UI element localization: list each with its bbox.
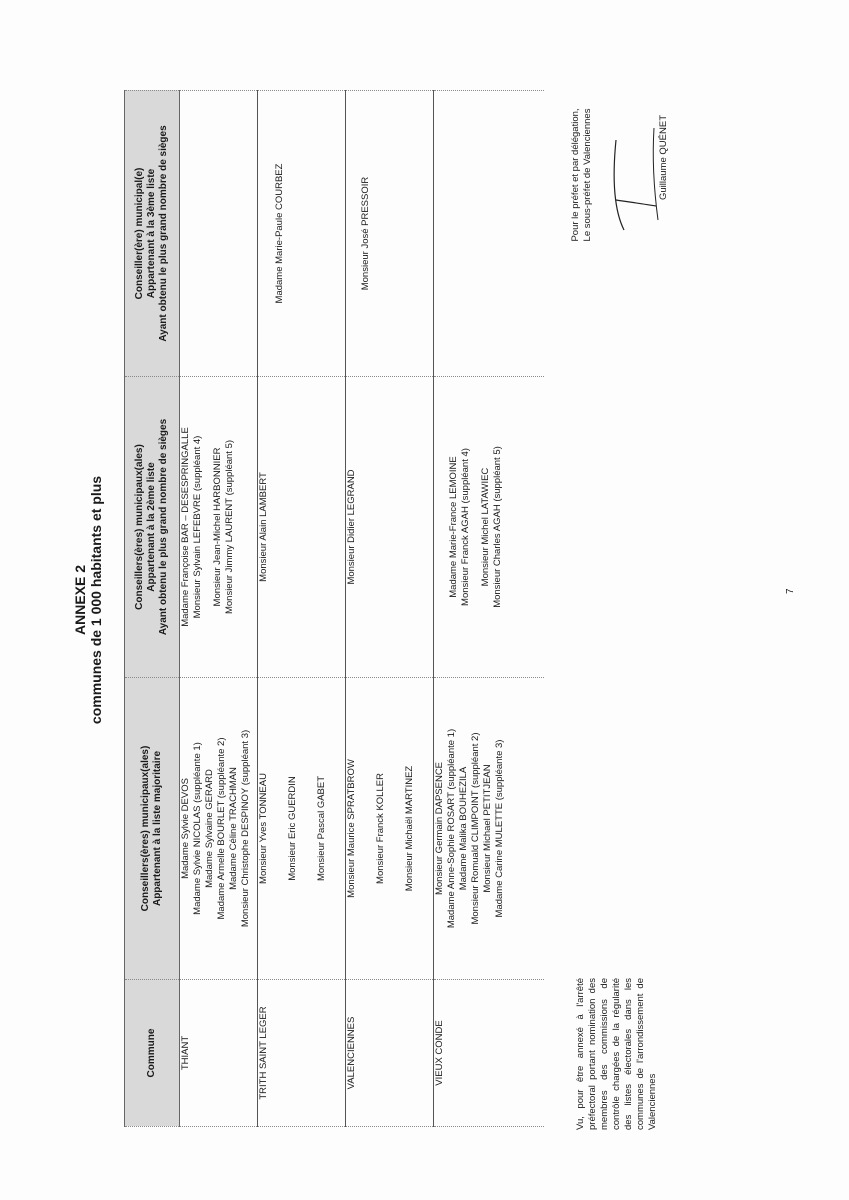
councillor-name: Monsieur Michel LATAWIEC — [480, 467, 491, 587]
councillor-name: Monsieur Germain DAPSENCE — [434, 761, 445, 896]
commune-cell: THIANT — [180, 980, 258, 1127]
handwritten-signature — [594, 120, 664, 240]
councillor-name: Madame Céline TRACHMAN — [228, 767, 239, 890]
councillor-name: Monsieur Maurice SPRATBROW — [346, 759, 357, 898]
table-header-row — [125, 91, 180, 1127]
second-list-cell — [180, 377, 258, 678]
second-list-cell — [258, 377, 346, 678]
councillor-name: Monsieur Romuald CLIMPOINT (suppléant 2) — [470, 732, 481, 925]
councillor-name: Monsieur Eric GUERDIN — [287, 776, 298, 881]
councillor-name: Monsieur Michael PETITJEAN — [482, 764, 493, 893]
councillor-name: Madame Carine MULETTE (suppléante 3) — [494, 739, 505, 918]
third-list-cell — [346, 91, 434, 377]
councillor-name: Monsieur José PRESSOIR — [360, 176, 371, 291]
councillor-name: Madame Sylvie NICOLAS (suppléante 1) — [192, 742, 203, 915]
table-row — [434, 91, 544, 1127]
signature-block — [570, 95, 594, 255]
commune-cell: VIEUX CONDE — [434, 980, 544, 1127]
header-majority-list: Conseillers(ères) municipaux(ales) Appartenant à la liste majoritaire — [125, 678, 180, 980]
councillor-name: Madame Françoise BAR – DESESPRINGALLE — [180, 427, 191, 627]
commune-cell: TRITH SAINT LEGER — [258, 980, 346, 1127]
councillor-name: Monsieur Alain LAMBERT — [258, 472, 269, 582]
councillor-name: Monsieur Christophe DESPINOY (suppléant 3) — [240, 729, 251, 928]
second-list-cell — [346, 377, 434, 678]
councillor-name: Monsieur Jean-Michel HARBONNIER — [212, 447, 223, 607]
majority-cell — [258, 678, 346, 980]
third-list-cell — [434, 91, 544, 377]
councillor-name: Madame Marie-France LEMOINE — [448, 456, 459, 598]
councillors-table — [124, 90, 544, 1127]
councillor-name: Monsieur Didier LEGRAND — [346, 469, 357, 585]
councillor-name: Madame Sylvie DEVOS — [180, 778, 191, 879]
majority-cell — [434, 678, 544, 980]
annex-subtitle: communes de 1 000 habitants et plus — [88, 475, 104, 725]
annex-footnote: Vu, pour être annexé à l'arrêté préfectoral portant nomination des membres des commissions de contrôle chargées de la régularité des listes électorales dans les communes de l'arrondissement de Valenciennes — [575, 978, 658, 1130]
councillor-name: Madame Marie-Paule COURBEZ — [274, 163, 285, 304]
councillor-name: Monsieur Michaël MARTINEZ — [404, 765, 415, 892]
table-row — [180, 91, 258, 1127]
majority-cell — [346, 678, 434, 980]
councillor-name: Monsieur Franck KOLLER — [375, 773, 386, 884]
councillor-name: Madame Sylvaine GERARD — [204, 769, 215, 888]
councillor-name: Madame Malika BOUHEZILA — [458, 766, 469, 891]
councillor-name: Monsieur Yves TONNEAU — [258, 773, 269, 884]
annex-title: ANNEXE 2 — [72, 564, 88, 636]
councillor-name: Madame Anne-Sophie ROSART (suppléante 1) — [446, 728, 457, 929]
third-list-cell — [180, 91, 258, 377]
councillor-name: Monsieur Sylvain LEFEBVRE (suppléant 4) — [192, 435, 203, 619]
councillor-name: Monsieur Jimmy LAURENT (suppléant 5) — [224, 439, 235, 615]
second-list-cell — [434, 377, 544, 678]
table-row — [258, 91, 346, 1127]
signature-line-2: Le sous-préfet de Valenciennes — [582, 108, 593, 242]
councillor-name: Monsieur Charles AGAH (suppléant 5) — [492, 446, 503, 608]
header-commune: Commune — [125, 980, 180, 1127]
majority-cell — [180, 678, 258, 980]
header-second-list: Conseillers(ères) municipaux(ales) Appartenant à la 2ème liste Ayant obtenu le plus grand nombre de sièges — [125, 377, 180, 678]
table-row — [346, 91, 434, 1127]
third-list-cell — [258, 91, 346, 377]
signatory-name: Guillaume QUÉNET — [658, 115, 669, 200]
header-third-list: Conseiller(ère) municipal(e) Appartenant à la 3ème liste Ayant obtenu le plus grand nombre de sièges — [125, 91, 180, 377]
councillor-name: Monsieur Franck AGAH (suppléant 4) — [460, 448, 471, 606]
commune-cell: VALENCIENNES — [346, 980, 434, 1127]
councillor-name: Monsieur Pascal GABET — [316, 775, 327, 882]
page-number: 7 — [785, 588, 796, 594]
councillor-name: Madame Armelle BOURLET (suppléante 2) — [216, 737, 227, 920]
signature-line-1: Pour le préfet et par délégation, — [570, 108, 581, 242]
